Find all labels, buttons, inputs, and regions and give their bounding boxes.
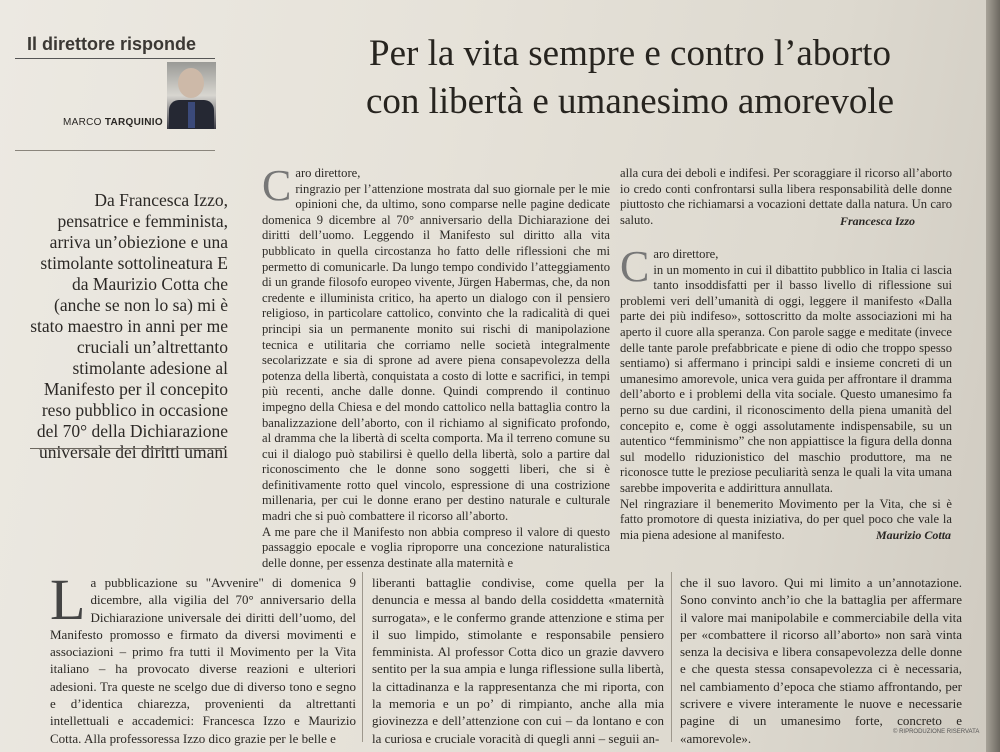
letter2-paragraph-2: Nel ringraziare il benemerito Movimento per la Vita, che si è fatto promotore di questa iniziativa, do per quel poco che vale la mia piena adesione al manifesto.	[620, 496, 952, 542]
page-edge-shadow	[986, 0, 1000, 752]
author-first: MARCO	[63, 117, 102, 128]
letter1-text: ringrazio per l’attenzione mostrata dal suo giornale per le mie opinioni che, da ultimo, sono comparse nelle pagine dedicate domenica 9 dicembre al 70° anniversario della Dichiarazione dei diritti dell’uomo. Leggendo il Manifesto sul diritto alla vita pubblicato in quella circostanza ho fatto delle riflessioni che mi permetto di comunicarle. Da lungo tempo condivido l’atteggiamento di un grande filosofo europeo vivente, Jürgen Habermas, che, da non credente e illuminista critico, ha aperto un dialogo con il pensiero religioso, in particolare cattolico, convinto che la radicalità di quei principi sia un permanente monito sui rischi di manipolazione tecnica e utilitaria che corriamo nelle società integralmente secolarizzate e sia di sprone ad avere piena consapevolezza della potenza della libertà, conquistata a costo di lotte e sacrifici, in tempi più recenti, anche dalle donne. Quindi comprendo il continuo impegno della Chiesa e del mondo cattolico nella battaglia contro la banalizzazione dell’aborto, con il richiamo al significato profondo, al dramma che la libertà di scelta comporta. Ma il terreno comune su cui il dialogo può stabilirsi è quello della libertà, solo a partire dal riconoscimento che le donne sono soggetti liberi, che si è definitivamente rotto quel vincolo, espressione di una costrizione millenaria, per cui le donne erano per destino naturale e culturale madri che si può combattere il ricorso all’aborto.	[262, 181, 610, 524]
headline-line-2: con libertà e umanesimo amorevole	[365, 81, 895, 122]
dropcap: C	[262, 161, 292, 210]
photo-tie	[188, 102, 195, 128]
author-last: TARQUINIO	[104, 117, 163, 128]
reply-column-2: liberanti battaglie condivise, come quella per la denuncia e messa al bando della cosiddetta «maternità surrogata», e le confermo grande attenzione e stima per il suo limpido, stimolante e responsabile pensiero femminista. Al professor Cotta dico un grazie davvero sentito per la sua ampia e lunga riflessione sulla libertà, la cittadinanza e la rappresentanza che mi riporta, con la memoria e un po’ di rimpianto, anche alla mia giovinezza e dell’attenzione con cui – da lontano e con la curiosa e cruciale voracità di quegli anni – seguii an-	[372, 575, 664, 746]
reply-column-3: che il suo lavoro. Qui mi limito a un’annotazione. Sono convinto anch’io che la battaglia per affermare il valore mai manipolabile e commerciabile della vita per «combattere il ricorso all’aborto» non sarà vinta senza la decisiva e libera consapevolezza delle donne e che questa stessa consapevolezza ci è necessaria, nel cambiamento d’epoca che stiamo affrontando, per scrivere e vivere interamente le nuove e necessarie pagine di un umanesimo forte, concreto e «amorevole».	[680, 575, 962, 746]
letter2-column	[620, 242, 952, 543]
author-photo	[167, 62, 216, 129]
dropcap: C	[620, 242, 650, 291]
reply-column-1	[50, 567, 356, 747]
author-byline	[63, 117, 163, 128]
signature-cotta: Maurizio Cotta	[876, 528, 952, 542]
letter1-column-a	[262, 161, 610, 571]
copyright-note: © RIPRODUZIONE RISERVATA	[893, 729, 980, 735]
rule	[15, 58, 215, 59]
letter2-text: in un momento in cui il dibattito pubblico in Italia ci lascia tanto insoddisfatti per il basso livello di riflessione sui problemi veri dell’umanità di oggi, leggere il manifesto «Dalla parte dei più indifeso», sottoscritto da molte associazioni mi ha aperto il cuore alla speranza. Con parole sagge e meditate (invece delle tante parole prefabbricate e piene di odio che troppo spesso sentiamo) si affermano i principi saldi e insieme concreti di un umanesimo amorevole, unica vera guida per affrontare il dramma dell’aborto e i problemi della vita sociale. Questo umanesimo fa perno su due cardini, il riconoscimento della piena umanità del concepito e, come è oggi assolutamente indispensabile, su un autentico “femminismo” che non appiattisce la figura della donna sul modello riduzionistico del maschio produttore, ma ne riconosce tutte le preziose peculiarità senza le quali la vita umana sarebbe impoverita e addirittura annullata.	[620, 262, 952, 495]
photo-head	[178, 68, 204, 98]
signature-izzo: Francesca Izzo	[840, 214, 916, 228]
dropcap: L	[50, 567, 86, 632]
letter1-paragraph-1	[262, 161, 610, 525]
letter1-paragraph-3: alla cura dei deboli e indifesi. Per scoraggiare il ricorso all’aborto io credo conti confrontarsi sulla libera responsabilità delle donne piuttosto che richiamarsi a vocazioni dettate dalla natura. Un caro saluto.	[620, 166, 952, 227]
rule	[15, 150, 215, 151]
column-label: Il direttore risponde	[27, 34, 197, 54]
column-divider	[362, 572, 363, 742]
column-divider	[671, 572, 672, 742]
reply-text-1: a pubblicazione su "Avvenire" di domenica 9 dicembre, alla vigilia del 70° anniversario della Dichiarazione universale dei diritti dell’uomo, del Manifesto promosso e firmato da diversi movimenti e associazioni – primo fra tutti il Movimento per la Vita italiano – ha provocato diverse reazioni e ulteriori adesioni. Tra queste ne scelgo due di diverso tono e segno e d’identica chiarezza, provenienti da altrettanti intellettuali e accademici: Francesca Izzo e Maurizio Cotta. Alla professoressa Izzo dico grazie per le belle e	[50, 575, 356, 746]
letter2-paragraph-1	[620, 242, 952, 497]
rule	[30, 448, 225, 449]
headline-line-1: Per la vita sempre e contro l’aborto	[369, 33, 891, 74]
headline	[300, 30, 960, 126]
letter1-salutation: aro direttore,	[295, 166, 361, 180]
letter1-paragraph-2: A me pare che il Manifesto non abbia compreso il valore di questo passaggio epocale e voglia riproporre una concezione naturalistica delle donne, per essenza destinate alla maternità e	[262, 524, 610, 570]
letter2-salutation: aro direttore,	[653, 247, 719, 261]
deck-summary: Da Francesca Izzo, pensatrice e femminista, arriva un’obiezione e una stimolante sottolineatura E da Maurizio Cotta che (anche se non lo sa) mi è stato maestro in anni per me cruciali un’altrettanto stimolante adesione al Manifesto per il concepito reso pubblico in occasione del 70° della Dichiarazione universale dei diritti umani	[30, 190, 228, 462]
